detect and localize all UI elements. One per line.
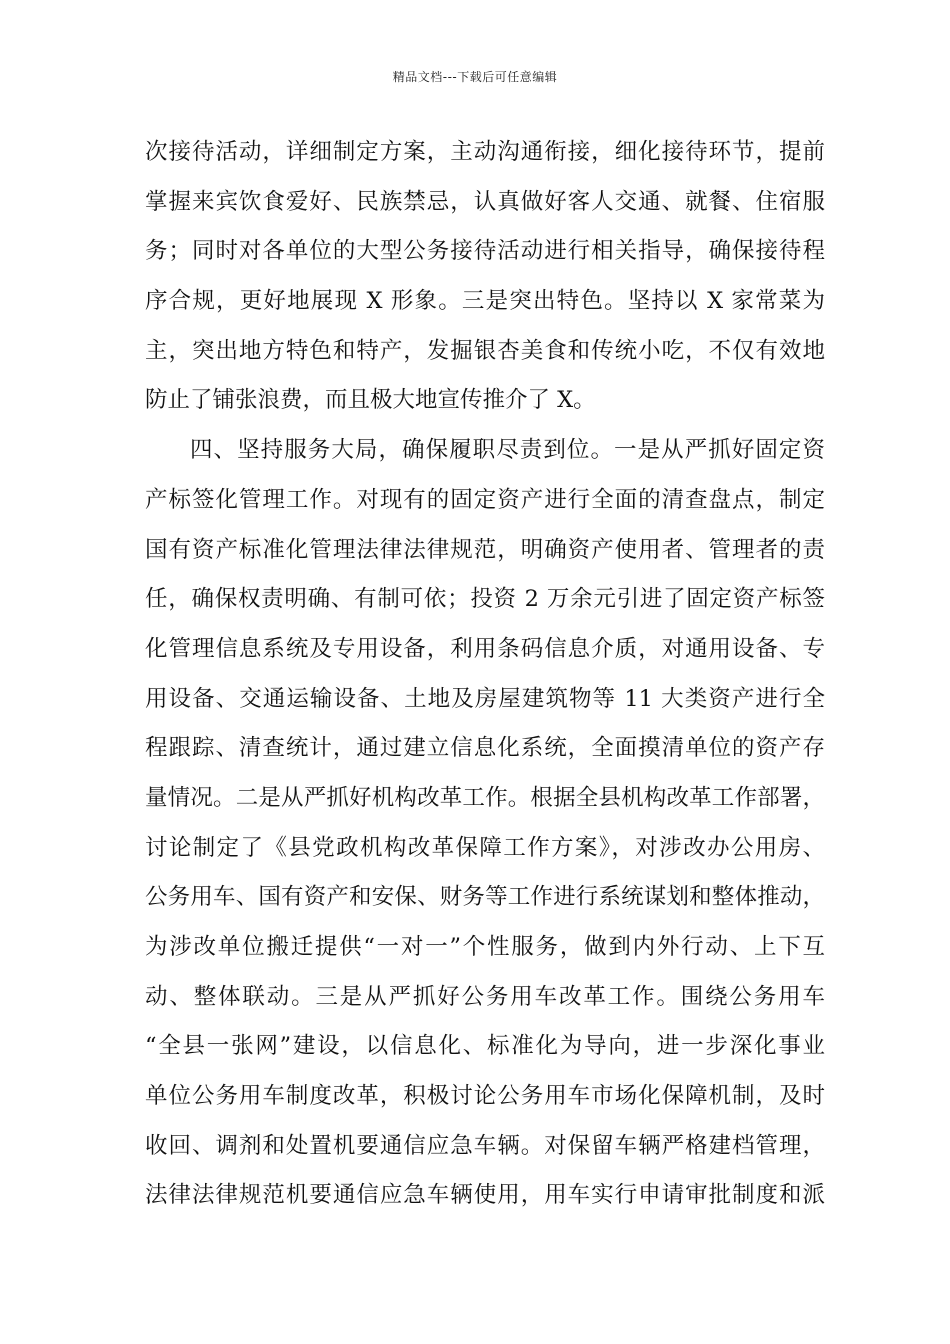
text-line: 主，突出地方特色和特产，发掘银杏美食和传统小吃，不仅有效地	[145, 337, 825, 364]
text-line: 法律法律规范机要通信应急车辆使用，用车实行申请审批制度和派	[145, 1182, 825, 1209]
text-line: 任，确保权责明确、有制可依；投资 2 万余元引进了固定资产标签	[145, 586, 825, 613]
text-line: 化管理信息系统及专用设备，利用条码信息介质，对通用设备、专	[145, 635, 825, 662]
paragraph-start-line: 四、坚持服务大局，确保履职尽责到位。一是从严抓好固定资	[190, 437, 825, 464]
text-line: 为涉改单位搬迁提供“一对一”个性服务，做到内外行动、上下互	[145, 934, 825, 960]
text-line: 国有资产标准化管理法律法律规范，明确资产使用者、管理者的责	[145, 536, 825, 563]
text-line: 讨论制定了《县党政机构改革保障工作方案》，对涉改办公用房、	[145, 834, 825, 861]
text-line: 掌握来宾饮食爱好、民族禁忌，认真做好客人交通、就餐、住宿服	[145, 188, 825, 215]
text-line: 产标签化管理工作。对现有的固定资产进行全面的清查盘点，制定	[145, 486, 825, 513]
text-line: 用设备、交通运输设备、土地及房屋建筑物等 11 大类资产进行全	[145, 685, 825, 712]
page-header: 精品文档---下载后可任意编辑	[392, 70, 558, 84]
text-line: 序合规，更好地展现 X 形象。三是突出特色。坚持以 X 家常菜为	[145, 288, 825, 315]
text-line: 收回、调剂和处置机要通信应急车辆。对保留车辆严格建档管理，	[145, 1132, 825, 1159]
text-line: 公务用车、国有资产和安保、财务等工作进行系统谋划和整体推动，	[145, 884, 825, 911]
text-line: 动、整体联动。三是从严抓好公务用车改革工作。围绕公务用车	[145, 983, 825, 1010]
text-line: 防止了铺张浪费，而且极大地宣传推介了 X。	[145, 387, 596, 414]
document-body	[145, 133, 825, 1226]
text-line: “全县一张网”建设，以信息化、标准化为导向，进一步深化事业	[145, 1033, 825, 1060]
text-line: 务；同时对各单位的大型公务接待活动进行相关指导，确保接待程	[145, 238, 825, 265]
text-line: 程跟踪、清查统计，通过建立信息化系统，全面摸清单位的资产存	[145, 735, 825, 762]
text-line: 量情况。二是从严抓好机构改革工作。根据全县机构改革工作部署，	[145, 784, 825, 811]
text-line: 次接待活动，详细制定方案，主动沟通衔接，细化接待环节，提前	[145, 139, 825, 165]
text-line: 单位公务用车制度改革，积极讨论公务用车市场化保障机制，及时	[145, 1083, 825, 1110]
